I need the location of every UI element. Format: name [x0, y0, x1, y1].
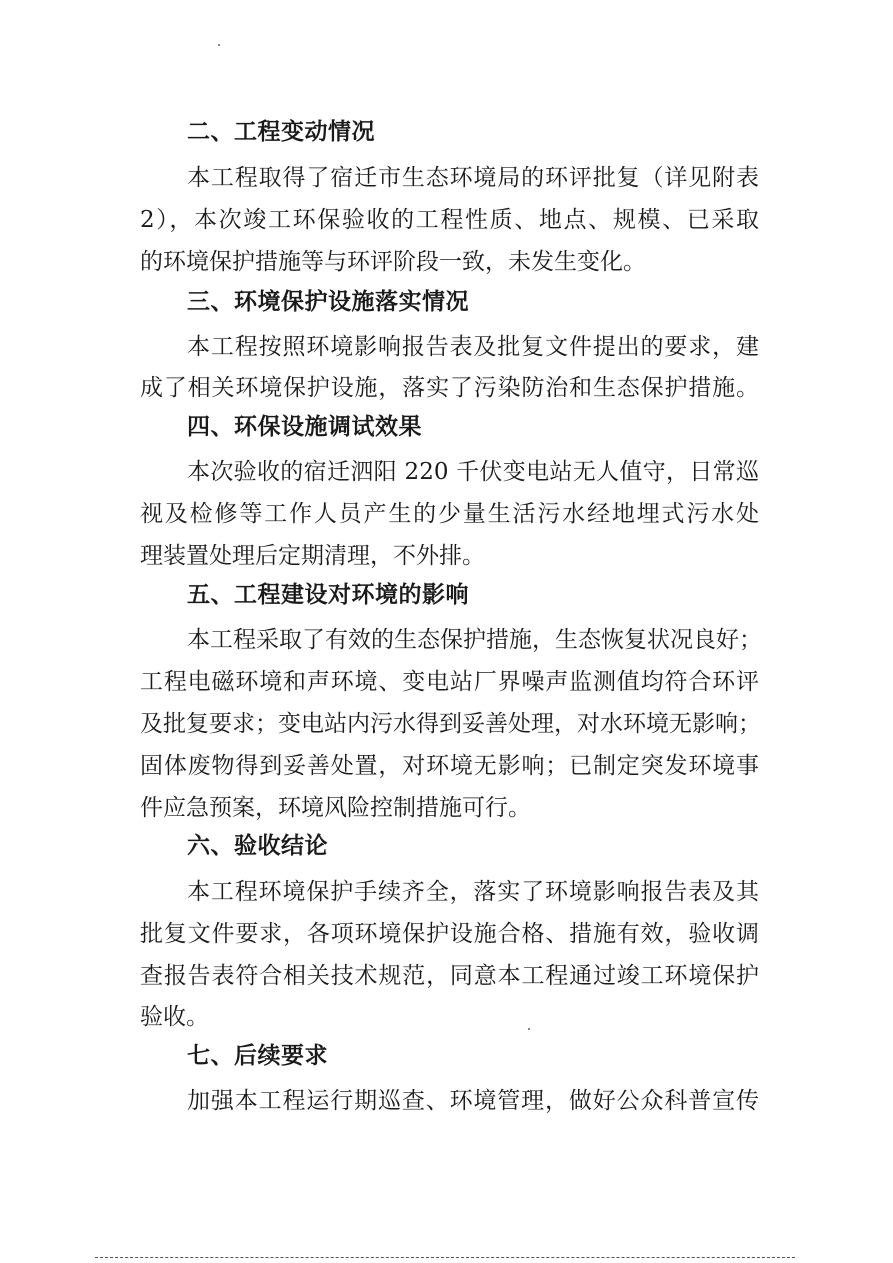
paragraph-line: 本次验收的宿迁泗阳 220 千伏变电站无人值守，日常巡 — [187, 459, 759, 485]
heading-commissioning-effect: 四、环保设施调试效果 — [187, 414, 422, 440]
paragraph-line: 查报告表符合相关技术规范，同意本工程通过竣工环境保护 — [140, 963, 759, 989]
scan-speck — [218, 44, 220, 46]
paragraph-line: 本工程按照环境影响报告表及批复文件提出的要求，建 — [187, 334, 759, 360]
heading-environmental-impact: 五、工程建设对环境的影响 — [187, 582, 469, 608]
paragraph-line: 本工程环境保护手续齐全，落实了环境影响报告表及其 — [187, 879, 759, 905]
bottom-edge-rule — [95, 1257, 795, 1258]
paragraph-line: 件应急预案，环境风险控制措施可行。 — [140, 795, 531, 821]
heading-acceptance-conclusion: 六、验收结论 — [187, 833, 328, 859]
paragraph-line: 本工程采取了有效的生态保护措施，生态恢复状况良好； — [187, 627, 762, 653]
paragraph-line: 视及检修等工作人员产生的少量生活污水经地埋式污水处 — [140, 501, 759, 527]
heading-env-facilities: 三、环境保护设施落实情况 — [187, 289, 469, 315]
paragraph-line: 成了相关环境保护设施，落实了污染防治和生态保护措施。 — [140, 375, 759, 401]
paragraph-line: 固体废物得到妥善处置，对环境无影响；已制定突发环境事 — [140, 753, 759, 779]
paragraph-line: 验收。 — [140, 1004, 209, 1030]
paragraph-line: 及批复要求；变电站内污水得到妥善处理，对水环境无影响； — [140, 711, 761, 737]
paragraph-line: 2），本次竣工环保验收的工程性质、地点、规模、已采取 — [140, 207, 759, 233]
paragraph-line: 的环境保护措施等与环评阶段一致，未发生变化。 — [140, 249, 646, 275]
paragraph-line: 理装置处理后定期清理，不外排。 — [140, 543, 485, 569]
heading-follow-up-requirements: 七、后续要求 — [187, 1043, 328, 1069]
heading-project-changes: 二、工程变动情况 — [187, 119, 375, 145]
paragraph-line: 本工程取得了宿迁市生态环境局的环评批复（详见附表 — [187, 165, 759, 191]
paragraph-line: 工程电磁环境和声环境、变电站厂界噪声监测值均符合环评 — [140, 669, 759, 695]
paragraph-line: 加强本工程运行期巡查、环境管理，做好公众科普宣传 — [187, 1088, 759, 1114]
paragraph-line: 批复文件要求，各项环境保护设施合格、措施有效，验收调 — [140, 921, 759, 947]
scan-speck — [528, 1028, 530, 1030]
